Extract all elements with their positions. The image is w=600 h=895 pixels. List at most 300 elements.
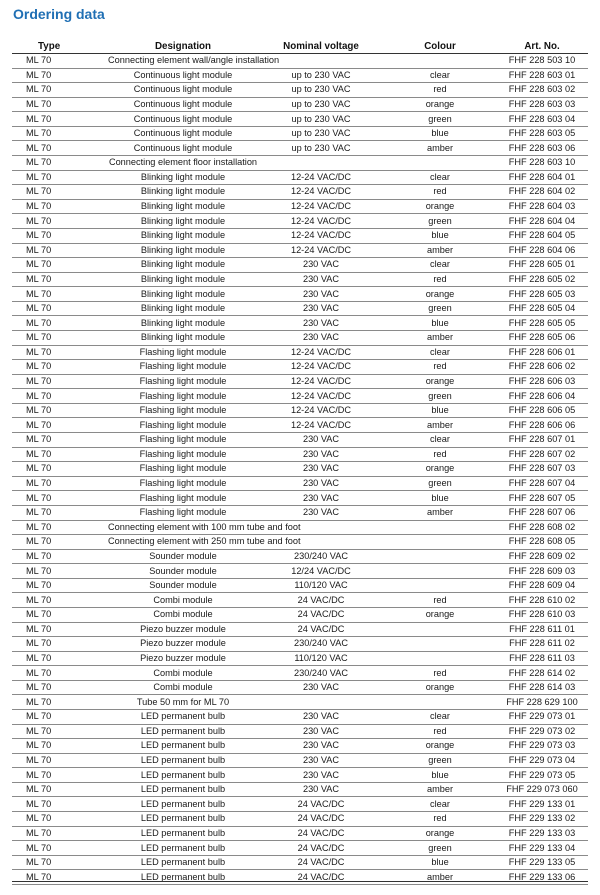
table-row bbox=[12, 607, 588, 622]
cell-nominal-voltage: up to 230 VAC bbox=[258, 141, 384, 156]
cell-type: ML 70 bbox=[12, 739, 108, 754]
table-row bbox=[12, 680, 588, 695]
cell-nominal-voltage: 24 VAC/DC bbox=[258, 593, 384, 608]
cell-nominal-voltage: 230 VAC bbox=[258, 505, 384, 520]
cell-colour: green bbox=[384, 301, 496, 316]
cell-nominal-voltage: up to 230 VAC bbox=[258, 97, 384, 112]
cell-type: ML 70 bbox=[12, 83, 108, 98]
cell-art-no: FHF 228 607 01 bbox=[496, 433, 588, 448]
table-row bbox=[12, 185, 588, 200]
table-row bbox=[12, 491, 588, 506]
table-row bbox=[12, 505, 588, 520]
column-header-type: Type bbox=[12, 39, 108, 54]
cell-type: ML 70 bbox=[12, 345, 108, 360]
column-header-art-no: Art. No. bbox=[496, 39, 588, 54]
cell-colour: amber bbox=[384, 330, 496, 345]
table-row bbox=[12, 112, 588, 127]
cell-colour: amber bbox=[384, 505, 496, 520]
cell-art-no: FHF 228 629 100 bbox=[496, 695, 588, 710]
table-row bbox=[12, 651, 588, 666]
table-row bbox=[12, 855, 588, 870]
cell-colour bbox=[384, 637, 496, 652]
cell-nominal-voltage: 24 VAC/DC bbox=[258, 812, 384, 827]
cell-designation: Flashing light module bbox=[108, 433, 258, 448]
cell-designation: Sounder module bbox=[108, 549, 258, 564]
table-row bbox=[12, 637, 588, 652]
cell-colour: orange bbox=[384, 374, 496, 389]
cell-art-no: FHF 229 133 01 bbox=[496, 797, 588, 812]
cell-designation: Blinking light module bbox=[108, 185, 258, 200]
cell-art-no: FHF 228 606 03 bbox=[496, 374, 588, 389]
cell-designation: Blinking light module bbox=[108, 228, 258, 243]
table-row bbox=[12, 83, 588, 98]
cell-designation: Blinking light module bbox=[108, 214, 258, 229]
table-row bbox=[12, 841, 588, 856]
cell-nominal-voltage: 24 VAC/DC bbox=[258, 826, 384, 841]
cell-designation: Connecting element wall/angle installation bbox=[108, 54, 258, 69]
cell-nominal-voltage: 230 VAC bbox=[258, 330, 384, 345]
cell-art-no: FHF 228 611 02 bbox=[496, 637, 588, 652]
cell-designation: Piezo buzzer module bbox=[108, 637, 258, 652]
cell-art-no: FHF 228 614 03 bbox=[496, 680, 588, 695]
cell-art-no: FHF 229 073 05 bbox=[496, 768, 588, 783]
cell-type: ML 70 bbox=[12, 812, 108, 827]
cell-nominal-voltage: 230/240 VAC bbox=[258, 549, 384, 564]
cell-type: ML 70 bbox=[12, 797, 108, 812]
cell-art-no: FHF 229 073 01 bbox=[496, 710, 588, 725]
cell-colour: clear bbox=[384, 345, 496, 360]
cell-type: ML 70 bbox=[12, 141, 108, 156]
cell-colour: orange bbox=[384, 287, 496, 302]
cell-nominal-voltage: up to 230 VAC bbox=[258, 126, 384, 141]
cell-nominal-voltage: 230 VAC bbox=[258, 447, 384, 462]
table-row bbox=[12, 287, 588, 302]
cell-nominal-voltage: 24 VAC/DC bbox=[258, 870, 384, 885]
cell-nominal-voltage: 12-24 VAC/DC bbox=[258, 403, 384, 418]
cell-designation: Continuous light module bbox=[108, 141, 258, 156]
cell-nominal-voltage: 12-24 VAC/DC bbox=[258, 360, 384, 375]
cell-colour: red bbox=[384, 724, 496, 739]
cell-colour: blue bbox=[384, 316, 496, 331]
cell-colour: red bbox=[384, 447, 496, 462]
cell-type: ML 70 bbox=[12, 710, 108, 725]
cell-nominal-voltage: 24 VAC/DC bbox=[258, 622, 384, 637]
cell-type: ML 70 bbox=[12, 97, 108, 112]
cell-designation: Combi module bbox=[108, 607, 258, 622]
cell-colour: orange bbox=[384, 97, 496, 112]
cell-designation: Tube 50 mm for ML 70 bbox=[108, 695, 258, 710]
cell-colour: red bbox=[384, 185, 496, 200]
table-row bbox=[12, 97, 588, 112]
cell-art-no: FHF 228 604 06 bbox=[496, 243, 588, 258]
cell-colour: clear bbox=[384, 170, 496, 185]
cell-colour: amber bbox=[384, 782, 496, 797]
cell-colour bbox=[384, 156, 496, 171]
cell-type: ML 70 bbox=[12, 316, 108, 331]
cell-nominal-voltage: 12-24 VAC/DC bbox=[258, 185, 384, 200]
cell-designation: Continuous light module bbox=[108, 97, 258, 112]
table-row bbox=[12, 141, 588, 156]
cell-nominal-voltage: 24 VAC/DC bbox=[258, 607, 384, 622]
cell-art-no: FHF 228 606 05 bbox=[496, 403, 588, 418]
cell-designation: Flashing light module bbox=[108, 447, 258, 462]
cell-designation: LED permanent bulb bbox=[108, 826, 258, 841]
table-row bbox=[12, 578, 588, 593]
cell-nominal-voltage: 230 VAC bbox=[258, 739, 384, 754]
cell-nominal-voltage: 230 VAC bbox=[258, 782, 384, 797]
cell-colour: clear bbox=[384, 797, 496, 812]
table-row bbox=[12, 433, 588, 448]
cell-art-no: FHF 228 609 02 bbox=[496, 549, 588, 564]
cell-colour: orange bbox=[384, 607, 496, 622]
cell-art-no: FHF 228 606 06 bbox=[496, 418, 588, 433]
page-title: Ordering data bbox=[13, 6, 105, 22]
cell-nominal-voltage: 230 VAC bbox=[258, 724, 384, 739]
cell-type: ML 70 bbox=[12, 768, 108, 783]
cell-colour bbox=[384, 651, 496, 666]
table-row bbox=[12, 782, 588, 797]
cell-type: ML 70 bbox=[12, 680, 108, 695]
cell-art-no: FHF 228 606 04 bbox=[496, 389, 588, 404]
cell-colour: amber bbox=[384, 418, 496, 433]
cell-nominal-voltage bbox=[258, 695, 384, 710]
cell-art-no: FHF 228 607 06 bbox=[496, 505, 588, 520]
cell-designation: Blinking light module bbox=[108, 301, 258, 316]
cell-art-no: FHF 228 604 02 bbox=[496, 185, 588, 200]
cell-nominal-voltage: 230 VAC bbox=[258, 433, 384, 448]
table-row bbox=[12, 126, 588, 141]
cell-art-no: FHF 228 603 05 bbox=[496, 126, 588, 141]
cell-art-no: FHF 228 610 03 bbox=[496, 607, 588, 622]
cell-colour: blue bbox=[384, 228, 496, 243]
cell-nominal-voltage: 230 VAC bbox=[258, 272, 384, 287]
cell-nominal-voltage: 12-24 VAC/DC bbox=[258, 389, 384, 404]
cell-art-no: FHF 228 605 06 bbox=[496, 330, 588, 345]
cell-type: ML 70 bbox=[12, 389, 108, 404]
cell-designation: LED permanent bulb bbox=[108, 782, 258, 797]
cell-designation: Piezo buzzer module bbox=[108, 622, 258, 637]
cell-art-no: FHF 228 603 03 bbox=[496, 97, 588, 112]
cell-art-no: FHF 228 604 05 bbox=[496, 228, 588, 243]
cell-type: ML 70 bbox=[12, 753, 108, 768]
cell-designation: Piezo buzzer module bbox=[108, 651, 258, 666]
cell-art-no: FHF 228 609 04 bbox=[496, 578, 588, 593]
cell-art-no: FHF 228 605 03 bbox=[496, 287, 588, 302]
table-row bbox=[12, 54, 588, 69]
cell-type: ML 70 bbox=[12, 301, 108, 316]
table-row bbox=[12, 535, 588, 550]
cell-colour: blue bbox=[384, 126, 496, 141]
cell-colour bbox=[384, 520, 496, 535]
cell-designation: LED permanent bulb bbox=[108, 812, 258, 827]
cell-nominal-voltage: 12-24 VAC/DC bbox=[258, 199, 384, 214]
cell-type: ML 70 bbox=[12, 826, 108, 841]
table-row bbox=[12, 476, 588, 491]
cell-designation: LED permanent bulb bbox=[108, 724, 258, 739]
cell-type: ML 70 bbox=[12, 476, 108, 491]
cell-art-no: FHF 228 610 02 bbox=[496, 593, 588, 608]
cell-designation: Blinking light module bbox=[108, 170, 258, 185]
cell-type: ML 70 bbox=[12, 593, 108, 608]
cell-nominal-voltage: 12-24 VAC/DC bbox=[258, 374, 384, 389]
cell-art-no: FHF 228 606 02 bbox=[496, 360, 588, 375]
cell-type: ML 70 bbox=[12, 272, 108, 287]
table-row bbox=[12, 666, 588, 681]
cell-type: ML 70 bbox=[12, 170, 108, 185]
cell-type: ML 70 bbox=[12, 782, 108, 797]
cell-art-no: FHF 229 133 02 bbox=[496, 812, 588, 827]
cell-type: ML 70 bbox=[12, 54, 108, 69]
cell-designation: Flashing light module bbox=[108, 374, 258, 389]
cell-art-no: FHF 229 133 03 bbox=[496, 826, 588, 841]
cell-art-no: FHF 229 073 02 bbox=[496, 724, 588, 739]
cell-designation: Combi module bbox=[108, 666, 258, 681]
cell-art-no: FHF 228 607 05 bbox=[496, 491, 588, 506]
cell-type: ML 70 bbox=[12, 855, 108, 870]
cell-nominal-voltage: 230 VAC bbox=[258, 301, 384, 316]
cell-colour: red bbox=[384, 360, 496, 375]
cell-colour: orange bbox=[384, 826, 496, 841]
table-row bbox=[12, 768, 588, 783]
cell-designation: Connecting element with 250 mm tube and foot bbox=[108, 535, 258, 550]
cell-type: ML 70 bbox=[12, 505, 108, 520]
cell-designation: Blinking light module bbox=[108, 272, 258, 287]
cell-designation: Sounder module bbox=[108, 578, 258, 593]
table-header-row bbox=[12, 39, 588, 54]
cell-art-no: FHF 228 608 05 bbox=[496, 535, 588, 550]
cell-type: ML 70 bbox=[12, 228, 108, 243]
cell-art-no: FHF 229 073 04 bbox=[496, 753, 588, 768]
cell-type: ML 70 bbox=[12, 666, 108, 681]
cell-nominal-voltage: 230 VAC bbox=[258, 753, 384, 768]
cell-designation: LED permanent bulb bbox=[108, 870, 258, 885]
cell-type: ML 70 bbox=[12, 637, 108, 652]
cell-art-no: FHF 228 603 10 bbox=[496, 156, 588, 171]
column-header-colour: Colour bbox=[384, 39, 496, 54]
cell-designation: LED permanent bulb bbox=[108, 797, 258, 812]
cell-art-no: FHF 228 503 10 bbox=[496, 54, 588, 69]
cell-type: ML 70 bbox=[12, 214, 108, 229]
cell-type: ML 70 bbox=[12, 433, 108, 448]
cell-nominal-voltage: 230 VAC bbox=[258, 462, 384, 477]
table-row bbox=[12, 710, 588, 725]
cell-type: ML 70 bbox=[12, 607, 108, 622]
cell-colour: orange bbox=[384, 739, 496, 754]
cell-designation: Connecting element floor installation bbox=[108, 156, 258, 171]
cell-colour bbox=[384, 578, 496, 593]
cell-colour: amber bbox=[384, 243, 496, 258]
cell-type: ML 70 bbox=[12, 622, 108, 637]
cell-type: ML 70 bbox=[12, 564, 108, 579]
cell-designation: Flashing light module bbox=[108, 505, 258, 520]
cell-colour: clear bbox=[384, 68, 496, 83]
cell-designation: Combi module bbox=[108, 593, 258, 608]
cell-type: ML 70 bbox=[12, 199, 108, 214]
cell-colour bbox=[384, 622, 496, 637]
table-row bbox=[12, 870, 588, 885]
cell-art-no: FHF 228 605 01 bbox=[496, 258, 588, 273]
cell-designation: Continuous light module bbox=[108, 68, 258, 83]
table-row bbox=[12, 797, 588, 812]
table-row bbox=[12, 68, 588, 83]
cell-type: ML 70 bbox=[12, 403, 108, 418]
cell-designation: LED permanent bulb bbox=[108, 753, 258, 768]
cell-colour: red bbox=[384, 666, 496, 681]
cell-nominal-voltage: up to 230 VAC bbox=[258, 112, 384, 127]
table-row bbox=[12, 753, 588, 768]
cell-designation: Flashing light module bbox=[108, 403, 258, 418]
cell-art-no: FHF 228 604 01 bbox=[496, 170, 588, 185]
cell-colour: orange bbox=[384, 680, 496, 695]
cell-nominal-voltage: up to 230 VAC bbox=[258, 68, 384, 83]
cell-type: ML 70 bbox=[12, 491, 108, 506]
table-row bbox=[12, 520, 588, 535]
table-row bbox=[12, 462, 588, 477]
cell-colour: blue bbox=[384, 855, 496, 870]
cell-type: ML 70 bbox=[12, 549, 108, 564]
cell-designation: Connecting element with 100 mm tube and foot bbox=[108, 520, 258, 535]
table-row bbox=[12, 330, 588, 345]
table-row bbox=[12, 301, 588, 316]
cell-type: ML 70 bbox=[12, 578, 108, 593]
table-row bbox=[12, 272, 588, 287]
cell-designation: LED permanent bulb bbox=[108, 739, 258, 754]
cell-nominal-voltage: 110/120 VAC bbox=[258, 578, 384, 593]
cell-type: ML 70 bbox=[12, 156, 108, 171]
cell-type: ML 70 bbox=[12, 651, 108, 666]
cell-art-no: FHF 228 603 01 bbox=[496, 68, 588, 83]
cell-art-no: FHF 228 603 06 bbox=[496, 141, 588, 156]
cell-type: ML 70 bbox=[12, 520, 108, 535]
cell-designation: Flashing light module bbox=[108, 476, 258, 491]
table-row bbox=[12, 724, 588, 739]
cell-designation: Flashing light module bbox=[108, 345, 258, 360]
cell-nominal-voltage: 230 VAC bbox=[258, 287, 384, 302]
cell-art-no: FHF 228 603 04 bbox=[496, 112, 588, 127]
table-row bbox=[12, 622, 588, 637]
table-row bbox=[12, 447, 588, 462]
table-row bbox=[12, 228, 588, 243]
table-row bbox=[12, 360, 588, 375]
cell-nominal-voltage bbox=[258, 156, 384, 171]
cell-nominal-voltage: 12-24 VAC/DC bbox=[258, 228, 384, 243]
cell-colour: blue bbox=[384, 403, 496, 418]
table-row bbox=[12, 345, 588, 360]
cell-nominal-voltage: 230 VAC bbox=[258, 316, 384, 331]
cell-designation: Flashing light module bbox=[108, 462, 258, 477]
table-row bbox=[12, 549, 588, 564]
cell-type: ML 70 bbox=[12, 185, 108, 200]
cell-designation: LED permanent bulb bbox=[108, 710, 258, 725]
cell-art-no: FHF 229 133 06 bbox=[496, 870, 588, 885]
cell-nominal-voltage: 110/120 VAC bbox=[258, 651, 384, 666]
cell-type: ML 70 bbox=[12, 360, 108, 375]
cell-type: ML 70 bbox=[12, 447, 108, 462]
cell-nominal-voltage: 24 VAC/DC bbox=[258, 797, 384, 812]
cell-art-no: FHF 229 133 04 bbox=[496, 841, 588, 856]
cell-colour: green bbox=[384, 753, 496, 768]
cell-type: ML 70 bbox=[12, 258, 108, 273]
cell-colour: green bbox=[384, 476, 496, 491]
cell-nominal-voltage: 12-24 VAC/DC bbox=[258, 243, 384, 258]
column-header-designation: Designation bbox=[108, 39, 258, 54]
cell-art-no: FHF 228 605 05 bbox=[496, 316, 588, 331]
cell-colour: green bbox=[384, 214, 496, 229]
cell-nominal-voltage: up to 230 VAC bbox=[258, 83, 384, 98]
cell-designation: Flashing light module bbox=[108, 418, 258, 433]
cell-nominal-voltage: 230/240 VAC bbox=[258, 637, 384, 652]
cell-nominal-voltage: 230 VAC bbox=[258, 768, 384, 783]
table-row bbox=[12, 258, 588, 273]
cell-colour: red bbox=[384, 83, 496, 98]
cell-art-no: FHF 228 604 03 bbox=[496, 199, 588, 214]
cell-colour bbox=[384, 535, 496, 550]
table-row bbox=[12, 243, 588, 258]
cell-designation: Blinking light module bbox=[108, 199, 258, 214]
cell-nominal-voltage: 12-24 VAC/DC bbox=[258, 418, 384, 433]
table-row bbox=[12, 214, 588, 229]
cell-designation: Continuous light module bbox=[108, 112, 258, 127]
cell-type: ML 70 bbox=[12, 330, 108, 345]
cell-colour: blue bbox=[384, 491, 496, 506]
cell-art-no: FHF 228 614 02 bbox=[496, 666, 588, 681]
cell-designation: LED permanent bulb bbox=[108, 855, 258, 870]
cell-nominal-voltage: 230 VAC bbox=[258, 680, 384, 695]
cell-type: ML 70 bbox=[12, 112, 108, 127]
table-row bbox=[12, 564, 588, 579]
cell-designation: Continuous light module bbox=[108, 126, 258, 141]
cell-colour: red bbox=[384, 272, 496, 287]
cell-nominal-voltage: 230 VAC bbox=[258, 710, 384, 725]
cell-type: ML 70 bbox=[12, 374, 108, 389]
cell-art-no: FHF 228 605 02 bbox=[496, 272, 588, 287]
cell-designation: Blinking light module bbox=[108, 330, 258, 345]
table-body bbox=[12, 54, 588, 885]
cell-colour bbox=[384, 549, 496, 564]
cell-nominal-voltage: 230 VAC bbox=[258, 476, 384, 491]
table-row bbox=[12, 156, 588, 171]
cell-colour bbox=[384, 564, 496, 579]
table-row bbox=[12, 199, 588, 214]
cell-nominal-voltage: 12-24 VAC/DC bbox=[258, 345, 384, 360]
cell-colour: green bbox=[384, 841, 496, 856]
table-row bbox=[12, 374, 588, 389]
cell-designation: Blinking light module bbox=[108, 258, 258, 273]
cell-designation: Flashing light module bbox=[108, 389, 258, 404]
cell-art-no: FHF 228 603 02 bbox=[496, 83, 588, 98]
cell-type: ML 70 bbox=[12, 68, 108, 83]
cell-art-no: FHF 228 607 02 bbox=[496, 447, 588, 462]
table-row bbox=[12, 593, 588, 608]
cell-colour: clear bbox=[384, 433, 496, 448]
cell-art-no: FHF 228 606 01 bbox=[496, 345, 588, 360]
cell-designation: Blinking light module bbox=[108, 287, 258, 302]
table-row bbox=[12, 403, 588, 418]
cell-art-no: FHF 228 611 01 bbox=[496, 622, 588, 637]
table-row bbox=[12, 389, 588, 404]
cell-art-no: FHF 228 609 03 bbox=[496, 564, 588, 579]
table-row bbox=[12, 418, 588, 433]
cell-colour: red bbox=[384, 812, 496, 827]
cell-colour: red bbox=[384, 593, 496, 608]
cell-art-no: FHF 229 133 05 bbox=[496, 855, 588, 870]
cell-type: ML 70 bbox=[12, 841, 108, 856]
cell-designation: Flashing light module bbox=[108, 360, 258, 375]
cell-colour: clear bbox=[384, 710, 496, 725]
cell-colour: blue bbox=[384, 768, 496, 783]
cell-colour: orange bbox=[384, 462, 496, 477]
cell-art-no: FHF 228 607 03 bbox=[496, 462, 588, 477]
